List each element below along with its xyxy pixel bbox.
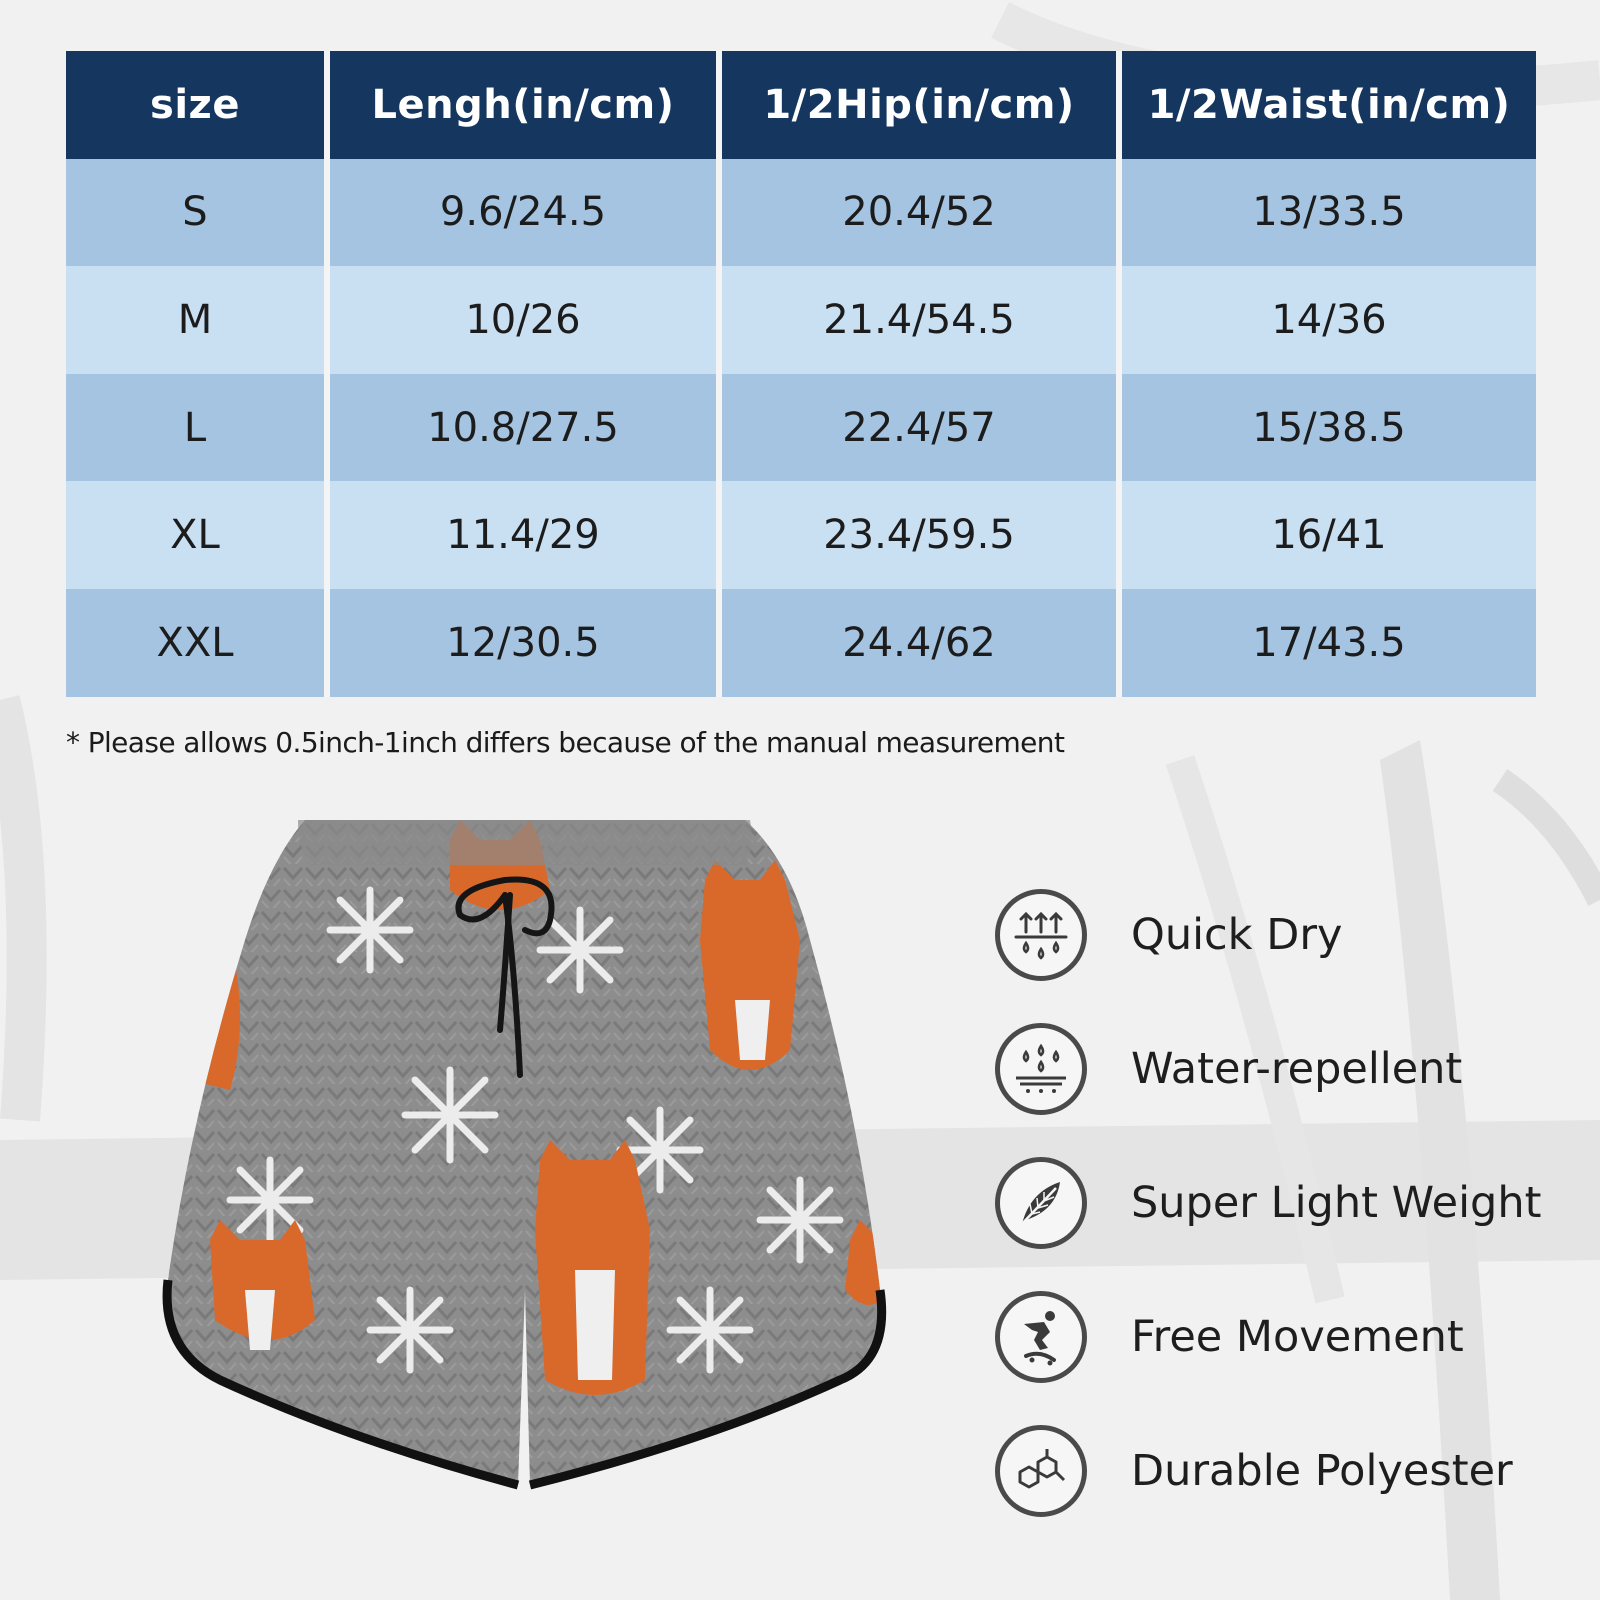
measurement-note: * Please allows 0.5inch-1inch differs because of the manual measurement — [66, 726, 1065, 759]
table-row — [66, 159, 1536, 267]
size-chart-table — [66, 51, 1536, 697]
waist-cell: 13/33.5 — [1116, 159, 1536, 267]
size-cell: M — [66, 266, 324, 374]
table-row — [66, 374, 1536, 482]
length-cell: 12/30.5 — [324, 589, 716, 697]
skateboarder-icon — [995, 1291, 1087, 1383]
feature-label: Super Light Weight — [1131, 1178, 1542, 1228]
table-row — [66, 266, 1536, 374]
size-cell: XXL — [66, 589, 324, 697]
feature-item — [995, 1002, 1595, 1136]
hip-cell: 23.4/59.5 — [716, 481, 1116, 589]
size-cell: S — [66, 159, 324, 267]
length-cell: 10.8/27.5 — [324, 374, 716, 482]
water-repellent-icon — [995, 1023, 1087, 1115]
feature-item — [995, 1270, 1595, 1404]
size-cell: XL — [66, 481, 324, 589]
header-half-hip: 1/2Hip(in/cm) — [716, 51, 1116, 159]
hip-cell: 22.4/57 — [716, 374, 1116, 482]
feature-label: Durable Polyester — [1131, 1446, 1513, 1496]
waist-cell: 14/36 — [1116, 266, 1536, 374]
waist-cell: 16/41 — [1116, 481, 1536, 589]
hip-cell: 21.4/54.5 — [716, 266, 1116, 374]
quick-dry-icon — [995, 889, 1087, 981]
hip-cell: 20.4/52 — [716, 159, 1116, 267]
feature-item — [995, 1404, 1595, 1538]
feature-label: Free Movement — [1131, 1312, 1464, 1362]
feather-icon — [995, 1157, 1087, 1249]
table-header-row — [66, 51, 1536, 159]
hip-cell: 24.4/62 — [716, 589, 1116, 697]
shorts-product-image — [150, 820, 910, 1520]
length-cell: 10/26 — [324, 266, 716, 374]
feature-label: Water-repellent — [1131, 1044, 1463, 1094]
table-row — [66, 589, 1536, 697]
molecule-icon — [995, 1425, 1087, 1517]
waist-cell: 15/38.5 — [1116, 374, 1536, 482]
header-length: Lengh(in/cm) — [324, 51, 716, 159]
header-size: size — [66, 51, 324, 159]
table-row — [66, 481, 1536, 589]
length-cell: 9.6/24.5 — [324, 159, 716, 267]
waist-cell: 17/43.5 — [1116, 589, 1536, 697]
feature-item — [995, 1136, 1595, 1270]
feature-item — [995, 868, 1595, 1002]
feature-list — [995, 868, 1595, 1538]
size-cell: L — [66, 374, 324, 482]
feature-label: Quick Dry — [1131, 910, 1343, 960]
length-cell: 11.4/29 — [324, 481, 716, 589]
header-half-waist: 1/2Waist(in/cm) — [1116, 51, 1536, 159]
